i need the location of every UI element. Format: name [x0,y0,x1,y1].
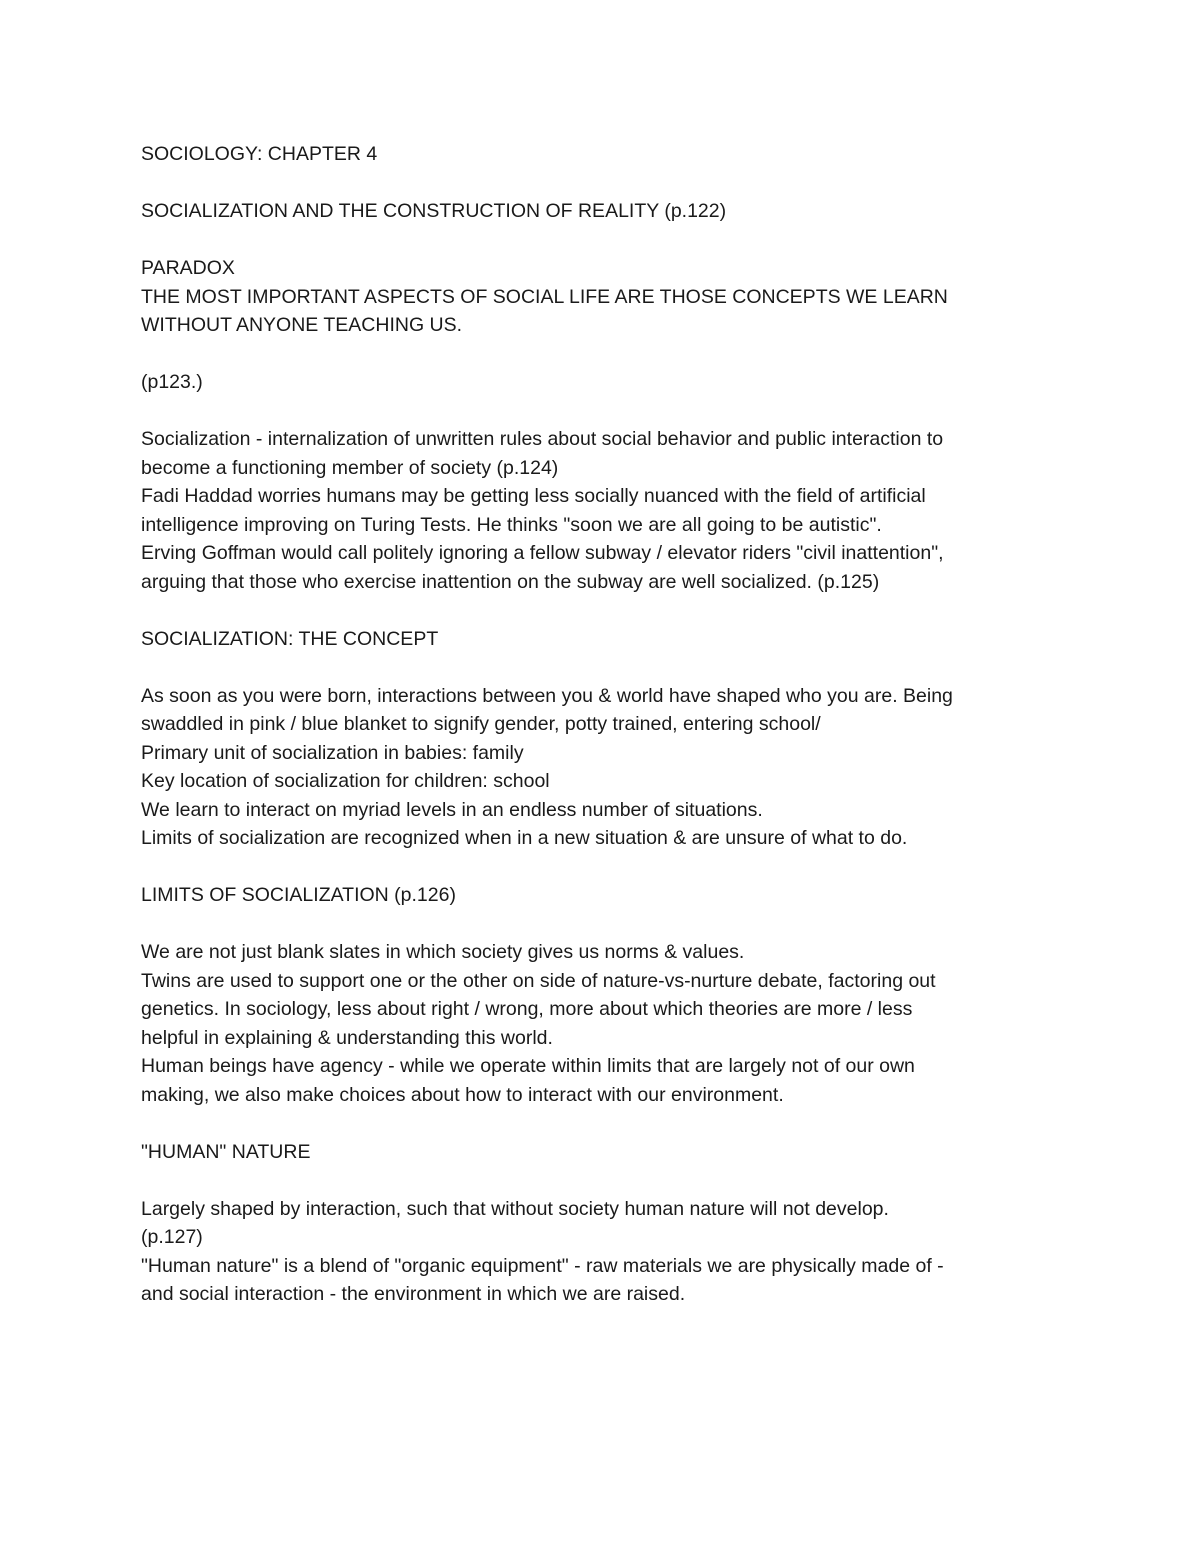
document-title: SOCIOLOGY: CHAPTER 4 [141,143,378,165]
spacer [141,340,1051,369]
page-reference: (p123.) [141,371,203,393]
document-body [141,140,1051,1309]
intro-line: intelligence improving on Turing Tests. He thinks "soon we are all going to be autistic". [141,513,882,536]
document-subtitle: SOCIALIZATION AND THE CONSTRUCTION OF REALITY (p.122) [141,200,727,222]
concept-line: swaddled in pink / blue blanket to signify gender, potty trained, entering school/ [141,713,821,735]
concept-line: We learn to interact on myriad levels in an endless number of situations. [141,798,763,821]
intro-line: Socialization - internalization of unwritten rules about social behavior and public interaction to [141,428,944,450]
spacer [141,226,1051,255]
spacer [141,1166,1051,1195]
limits-line: Twins are used to support one or the other on side of nature-vs-nurture debate, factoring out [141,969,936,992]
section-heading-human-nature: "HUMAN" NATURE [141,1140,311,1163]
limits-line: Human beings have agency - while we operate within limits that are largely not of our own [141,1055,915,1077]
paradox-heading: PARADOX [141,257,235,279]
limits-line: genetics. In sociology, less about right / wrong, more about which theories are more / less [141,998,913,1020]
concept-line: Key location of socialization for children: school [141,770,550,792]
paradox-line: THE MOST IMPORTANT ASPECTS OF SOCIAL LIFE ARE THOSE CONCEPTS WE LEARN [141,285,948,308]
intro-line: Fadi Haddad worries humans may be getting less socially nuanced with the field of artificial [141,485,926,507]
human-nature-line: (p.127) [141,1226,203,1248]
limits-line: making, we also make choices about how to interact with our environment. [141,1083,784,1106]
paradox-line: WITHOUT ANYONE TEACHING US. [141,314,463,336]
spacer [141,853,1051,882]
limits-line: helpful in explaining & understanding this world. [141,1026,553,1049]
human-nature-line: Largely shaped by interaction, such that without society human nature will not develop. [141,1197,889,1220]
intro-line: become a functioning member of society (p.124) [141,456,559,479]
section-heading-concept: SOCIALIZATION: THE CONCEPT [141,627,439,650]
intro-line: Erving Goffman would call politely ignoring a fellow subway / elevator riders "civil inattention", [141,542,944,564]
human-nature-line: "Human nature" is a blend of "organic equipment" - raw materials we are physically made of - [141,1254,944,1277]
intro-line: arguing that those who exercise inattention on the subway are well socialized. (p.125) [141,570,880,593]
section-heading-limits: LIMITS OF SOCIALIZATION (p.126) [141,884,456,906]
spacer [141,596,1051,625]
concept-line: Limits of socialization are recognized when in a new situation & are unsure of what to do. [141,827,908,849]
spacer [141,397,1051,426]
concept-line: Primary unit of socialization in babies: family [141,741,524,764]
spacer [141,653,1051,682]
concept-line: As soon as you were born, interactions between you & world have shaped who you are. Being [141,684,953,707]
spacer [141,169,1051,198]
spacer [141,910,1051,939]
limits-line: We are not just blank slates in which society gives us norms & values. [141,941,745,963]
human-nature-line: and social interaction - the environment in which we are raised. [141,1283,686,1305]
spacer [141,1109,1051,1138]
